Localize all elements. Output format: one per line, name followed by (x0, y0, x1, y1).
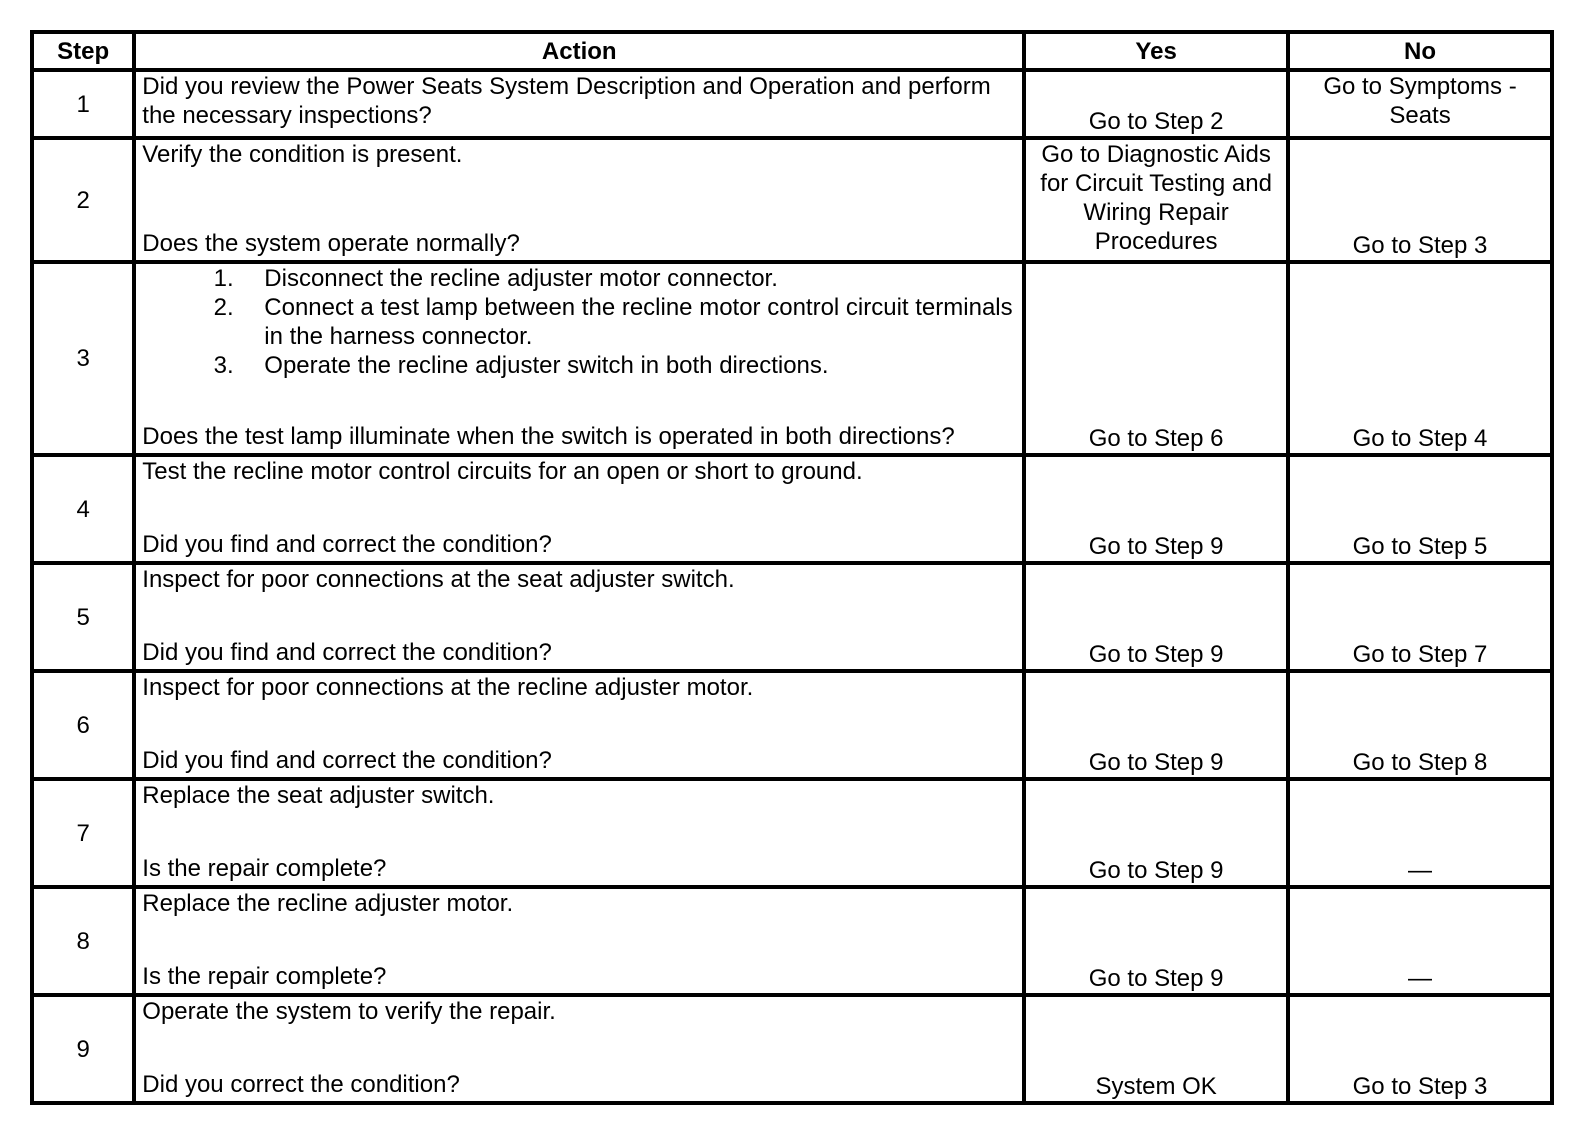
substep-item: 2. Connect a test lamp between the recline motor control circuit terminals in the harness connector. (240, 293, 1016, 351)
step-number: 7 (32, 779, 134, 887)
table-row (32, 455, 1552, 563)
action-instructions (142, 72, 1016, 130)
table-body (32, 70, 1552, 1103)
no-result: Go to Step 4 (1288, 262, 1552, 455)
step-number: 9 (32, 995, 134, 1103)
table-row (32, 262, 1552, 455)
action-question: Did you find and correct the condition? (142, 531, 552, 558)
action-cell (134, 887, 1024, 995)
table-row (32, 70, 1552, 138)
yes-result: System OK (1024, 995, 1288, 1103)
action-instructions (142, 889, 1016, 918)
diagnostic-table (30, 30, 1554, 1105)
action-question: Did you find and correct the condition? (142, 639, 552, 666)
action-text: Replace the recline adjuster motor. (142, 890, 514, 917)
table-row (32, 779, 1552, 887)
action-text: Inspect for poor connections at the recline adjuster motor. (142, 674, 754, 701)
action-content (142, 72, 1016, 134)
no-result: Go to Step 5 (1288, 455, 1552, 563)
action-cell (134, 138, 1024, 262)
action-content (142, 889, 1016, 991)
yes-result: Go to Step 9 (1024, 779, 1288, 887)
action-question: Does the test lamp illuminate when the switch is operated in both directions? (142, 423, 955, 450)
yes-result: Go to Step 2 (1024, 70, 1288, 138)
action-instructions (142, 140, 1016, 169)
action-content (142, 673, 1016, 775)
step-number: 6 (32, 671, 134, 779)
action-text: Test the recline motor control circuits for an open or short to ground. (142, 458, 863, 485)
yes-result: Go to Step 9 (1024, 887, 1288, 995)
action-content (142, 565, 1016, 667)
header-action: Action (134, 32, 1024, 70)
action-question: Is the repair complete? (142, 963, 387, 990)
action-cell (134, 563, 1024, 671)
table-row (32, 671, 1552, 779)
action-question: Does the system operate normally? (142, 230, 520, 257)
step-number: 2 (32, 138, 134, 262)
no-result: Go to Step 7 (1288, 563, 1552, 671)
step-number: 8 (32, 887, 134, 995)
action-instructions (142, 457, 1016, 486)
header-step: Step (32, 32, 134, 70)
table-row (32, 995, 1552, 1103)
no-result: Go to Symptoms - Seats (1288, 70, 1552, 138)
table-row (32, 887, 1552, 995)
action-text: Replace the seat adjuster switch. (142, 782, 495, 809)
action-content (142, 781, 1016, 883)
substep-list (142, 264, 1016, 380)
table-row (32, 563, 1552, 671)
action-question: Did you correct the condition? (142, 1071, 460, 1098)
action-text: Inspect for poor connections at the seat adjuster switch. (142, 566, 735, 593)
action-instructions (142, 565, 1016, 594)
action-content (142, 997, 1016, 1099)
action-cell (134, 70, 1024, 138)
action-instructions (142, 997, 1016, 1026)
action-cell (134, 262, 1024, 455)
header-no: No (1288, 32, 1552, 70)
yes-result: Go to Step 9 (1024, 455, 1288, 563)
action-instructions (142, 264, 1016, 380)
action-text: Verify the condition is present. (142, 141, 463, 168)
no-result: Go to Step 3 (1288, 138, 1552, 262)
no-result: — (1288, 887, 1552, 995)
substep-item: 1. Disconnect the recline adjuster motor connector. (240, 264, 1016, 293)
step-number: 5 (32, 563, 134, 671)
action-content (142, 457, 1016, 559)
action-content (142, 264, 1016, 451)
header-yes: Yes (1024, 32, 1288, 70)
action-content (142, 140, 1016, 258)
action-cell (134, 455, 1024, 563)
step-number: 4 (32, 455, 134, 563)
yes-result: Go to Step 6 (1024, 262, 1288, 455)
substep-item: 3. Operate the recline adjuster switch in both directions. (240, 351, 1016, 380)
no-result: — (1288, 779, 1552, 887)
step-number: 1 (32, 70, 134, 138)
action-text: Did you review the Power Seats System Description and Operation and perform the necessary inspections? (142, 73, 991, 129)
action-cell (134, 671, 1024, 779)
table-row (32, 138, 1552, 262)
action-instructions (142, 673, 1016, 702)
action-question: Is the repair complete? (142, 855, 387, 882)
action-cell (134, 779, 1024, 887)
yes-result: Go to Step 9 (1024, 671, 1288, 779)
no-result: Go to Step 3 (1288, 995, 1552, 1103)
action-instructions (142, 781, 1016, 810)
step-number: 3 (32, 262, 134, 455)
header-row (32, 32, 1552, 70)
yes-result: Go to Diagnostic Aids for Circuit Testing and Wiring Repair Procedures (1024, 138, 1288, 262)
action-cell (134, 995, 1024, 1103)
no-result: Go to Step 8 (1288, 671, 1552, 779)
yes-result: Go to Step 9 (1024, 563, 1288, 671)
action-text: Operate the system to verify the repair. (142, 998, 556, 1025)
action-question: Did you find and correct the condition? (142, 747, 552, 774)
